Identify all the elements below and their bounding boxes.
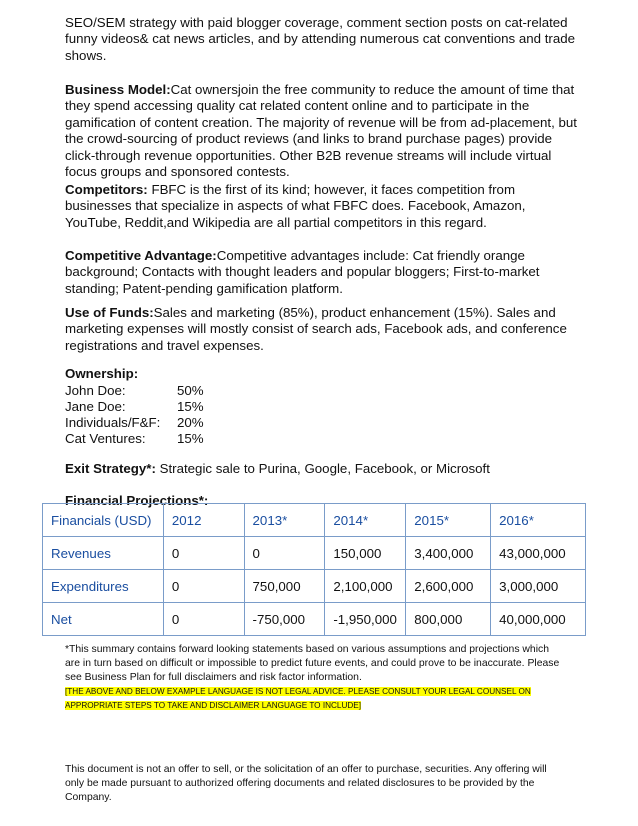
owner-name: John Doe: [65,383,126,398]
table-row [43,603,586,636]
competitive-advantage-label: Competitive Advantage: [65,248,217,263]
table-row [43,570,586,603]
value-cell: 43,000,000 [491,537,586,570]
competitive-advantage-text: Competitive advantages include: Cat friendly orange background; Contacts with thought leaders and popular bloggers; First-to-market standing; Patent-pending gamification platform. [65,248,540,296]
competitors-paragraph [65,182,577,231]
use-of-funds-label: Use of Funds: [65,305,154,320]
exit-strategy-text: Strategic sale to Purina, Google, Facebook, or Microsoft [155,461,490,476]
table-header-row [43,504,586,537]
disclaimer-paragraph [65,643,565,713]
owner-percent: 20% [177,415,204,430]
header-cell: 2013* [244,504,325,537]
value-cell: 0 [244,537,325,570]
value-cell: 150,000 [325,537,406,570]
competitors-label: Competitors: [65,182,148,197]
financial-projections-table [42,503,586,636]
use-of-funds-text: Sales and marketing (85%), product enhancement (15%). Sales and marketing expenses will mostly consist of search ads, Facebook ads, and conference registrations and travel expenses. [65,305,567,353]
owner-percent: 50% [177,383,204,398]
row-label-cell: Net [43,603,164,636]
offer-notice-paragraph: This document is not an offer to sell, or the solicitation of an offer to purchase, securities. Any offering will only be made pursuant to authorized offering documents and related disclosures to be provided by the Company. [65,764,547,803]
value-cell: 750,000 [244,570,325,603]
row-label-cell: Expenditures [43,570,164,603]
owner-name: Cat Ventures: [65,431,146,446]
owner-name: Individuals/F&F: [65,415,161,430]
row-label-cell: Revenues [43,537,164,570]
value-cell: 0 [163,603,244,636]
value-cell: 2,600,000 [406,570,491,603]
value-cell: 0 [163,537,244,570]
financial-projections-heading: Financial Projections*: [65,493,209,508]
header-cell: 2012 [163,504,244,537]
owner-name: Jane Doe: [65,399,126,414]
exit-strategy-label: Exit Strategy*: [65,461,156,476]
value-cell: 2,100,000 [325,570,406,603]
ownership-heading: Ownership: [65,366,139,381]
use-of-funds-paragraph [65,305,577,354]
value-cell: 40,000,000 [491,603,586,636]
header-cell: Financials (USD) [43,504,164,537]
value-cell: -1,950,000 [325,603,406,636]
competitors-text: FBFC is the first of its kind; however, it faces competition from businesses that specialize in aspects of what FBFC does. Facebook, Amazon, YouTube, Reddit,and Wikipedia are all partial competitors in this regard. [65,182,526,230]
value-cell: 3,000,000 [491,570,586,603]
value-cell: -750,000 [244,603,325,636]
seo-strategy-paragraph: SEO/SEM strategy with paid blogger coverage, comment section posts on cat-related funny videos& cat news articles, and by attending numerous cat conventions and trade shows. [65,15,576,63]
business-model-paragraph [65,82,577,180]
exit-strategy-paragraph [65,461,577,477]
header-cell: 2014* [325,504,406,537]
owner-percent: 15% [177,399,204,414]
value-cell: 3,400,000 [406,537,491,570]
competitive-advantage-paragraph [65,248,577,297]
header-cell: 2015* [406,504,491,537]
disclaimer-text: *This summary contains forward looking statements based on various assumptions and projections which are in turn based on difficult or impossible to predict future events, and could prove to be inaccurate. Please see Business Plan for full disclaimers and risk factor information. [65,644,560,683]
business-model-label: Business Model: [65,82,171,97]
business-model-text: Cat ownersjoin the free community to reduce the amount of time that they spend accessing quality cat related content online and to participate in the gamification of content creation. The majority of revenue will be from ad-placement, but the crowd-sourcing of product reviews (and links to brand purchase pages) provide click-through revenue opportunities. Other B2B revenue streams will include virtual focus groups and sponsored contests. [65,82,577,180]
value-cell: 800,000 [406,603,491,636]
value-cell: 0 [163,570,244,603]
legal-advice-highlight: [THE ABOVE AND BELOW EXAMPLE LANGUAGE IS NOT LEGAL ADVICE. PLEASE CONSULT YOUR LEGAL COUNSEL ON APPROPRIATE STEPS TO TAKE AND DISCLAIMER LANGUAGE TO INCLUDE] [65,687,531,710]
owner-percent: 15% [177,431,204,446]
table-row [43,537,586,570]
header-cell: 2016* [491,504,586,537]
